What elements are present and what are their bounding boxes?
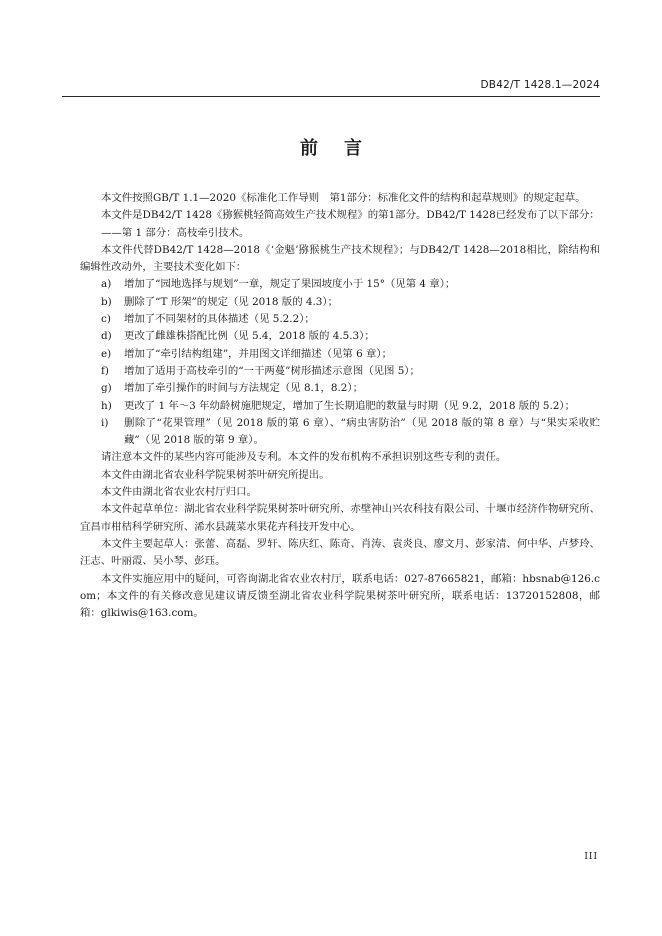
change-item-text: 增加了“牵引结构组建”，并用图文详细描述（见第 6 章）； — [124, 347, 393, 360]
change-item-marker: a) — [101, 278, 112, 291]
change-item-marker: i) — [101, 416, 109, 429]
foreword-body — [80, 190, 600, 622]
page-number: III — [584, 852, 598, 862]
document-code: DB42/T 1428.1—2024 — [480, 79, 600, 91]
change-item-text: 增加了牵引操作的时间与方法规定（见 8.1，8.2）； — [124, 382, 363, 395]
change-item — [80, 294, 600, 311]
paragraph-drafters: 本文件主要起草人：张蕾、高磊、罗轩、陈庆红、陈奇、肖涛、袁炎良、廖文月、彭家清、何中华、卢梦玲、汪志、叶丽霞、吴小琴、彭珏。 — [80, 537, 600, 568]
paragraph-contact-info: 本文件实施应用中的疑问，可咨询湖北省农业农村厅，联系电话：027-87665821，邮箱：hbsnab@126.com；本文件的有关修改意见建议请反馈至湖北省农业科学院果树茶叶研究所，联系电话：13720152808，邮箱：glkiwis@163.com。 — [80, 572, 600, 620]
change-item — [80, 311, 600, 328]
change-item-marker: d) — [101, 330, 112, 343]
change-item-marker: e) — [101, 347, 112, 360]
change-item — [80, 380, 600, 397]
change-item-text: 更改了 1 年～3 年幼龄树施肥规定，增加了生长期追肥的数量与时期（见 9.2，2018 版的 5.2）； — [124, 399, 575, 412]
change-item — [80, 346, 600, 363]
change-item-marker: g) — [101, 382, 112, 395]
paragraph-drafting-units: 本文件起草单位：湖北省农业科学院果树茶叶研究所、赤壁神山兴农科技有限公司、十堰市经济作物研究所、宜昌市柑桔科学研究所、浠水县蔬菜水果花卉科技开发中心。 — [80, 503, 600, 533]
change-item-marker: c) — [101, 313, 111, 326]
change-item-marker: h) — [101, 399, 112, 412]
page-title: 前言 — [300, 138, 388, 159]
change-item — [80, 398, 600, 415]
header-divider — [62, 96, 600, 97]
paragraph-under-jurisdiction: 本文件由湖北省农业农村厅归口。 — [101, 486, 257, 499]
change-item-text: 增加了适用于高枝牵引的“一干两蔓”树形描述示意图（见图 5）； — [124, 364, 420, 377]
paragraph-drafting-rules: 本文件按照GB/T 1.1—2020《标准化工作导则 第1部分：标准化文件的结构和起草规则》的规定起草。 — [101, 192, 586, 204]
change-item — [80, 276, 600, 293]
change-item-marker: f) — [101, 364, 109, 377]
paragraph-replaces: 本文件代替DB42/T 1428—2018《‘金魁’猕猴桃生产技术规程》；与DB42/T 1428—2018相比，除结构和编辑性改动外，主要技术变化如下： — [80, 243, 600, 274]
change-item — [80, 415, 600, 450]
change-item — [80, 363, 600, 380]
change-item-text: 增加了“园地选择与规划”一章，规定了果园坡度小于 15°（见第 4 章）； — [124, 278, 456, 291]
change-item-text: 删除了“花果管理”（见 2018 版的第 6 章）、“病虫害防治”（见 2018 版的第 8 章）与“果实采收贮藏”（见 2018 版的第 9 章）。 — [124, 416, 600, 447]
paragraph-part-list: ——第 1 部分：高枝牵引技术。 — [101, 226, 250, 239]
paragraph-patent-notice: 请注意本文件的某些内容可能涉及专利。本文件的发布机构不承担识别这些专利的责任。 — [101, 451, 507, 464]
change-item-text: 删除了“T 形架”的规定（见 2018 版的 4.3）； — [124, 295, 339, 308]
paragraph-proposed-by: 本文件由湖北省农业科学院果树茶叶研究所提出。 — [101, 468, 330, 481]
change-item — [80, 328, 600, 345]
paragraph-part-info: 本文件是DB42/T 1428《猕猴桃轻简高效生产技术规程》的第1部分。DB42/T 1428已经发布了以下部分： — [101, 209, 600, 222]
change-item-marker: b) — [101, 295, 112, 308]
change-item-text: 更改了雌雄株搭配比例（见 5.4，2018 版的 4.5.3）； — [124, 330, 375, 343]
change-item-text: 增加了不同架材的具体描述（见 5.2.2）； — [124, 313, 315, 326]
